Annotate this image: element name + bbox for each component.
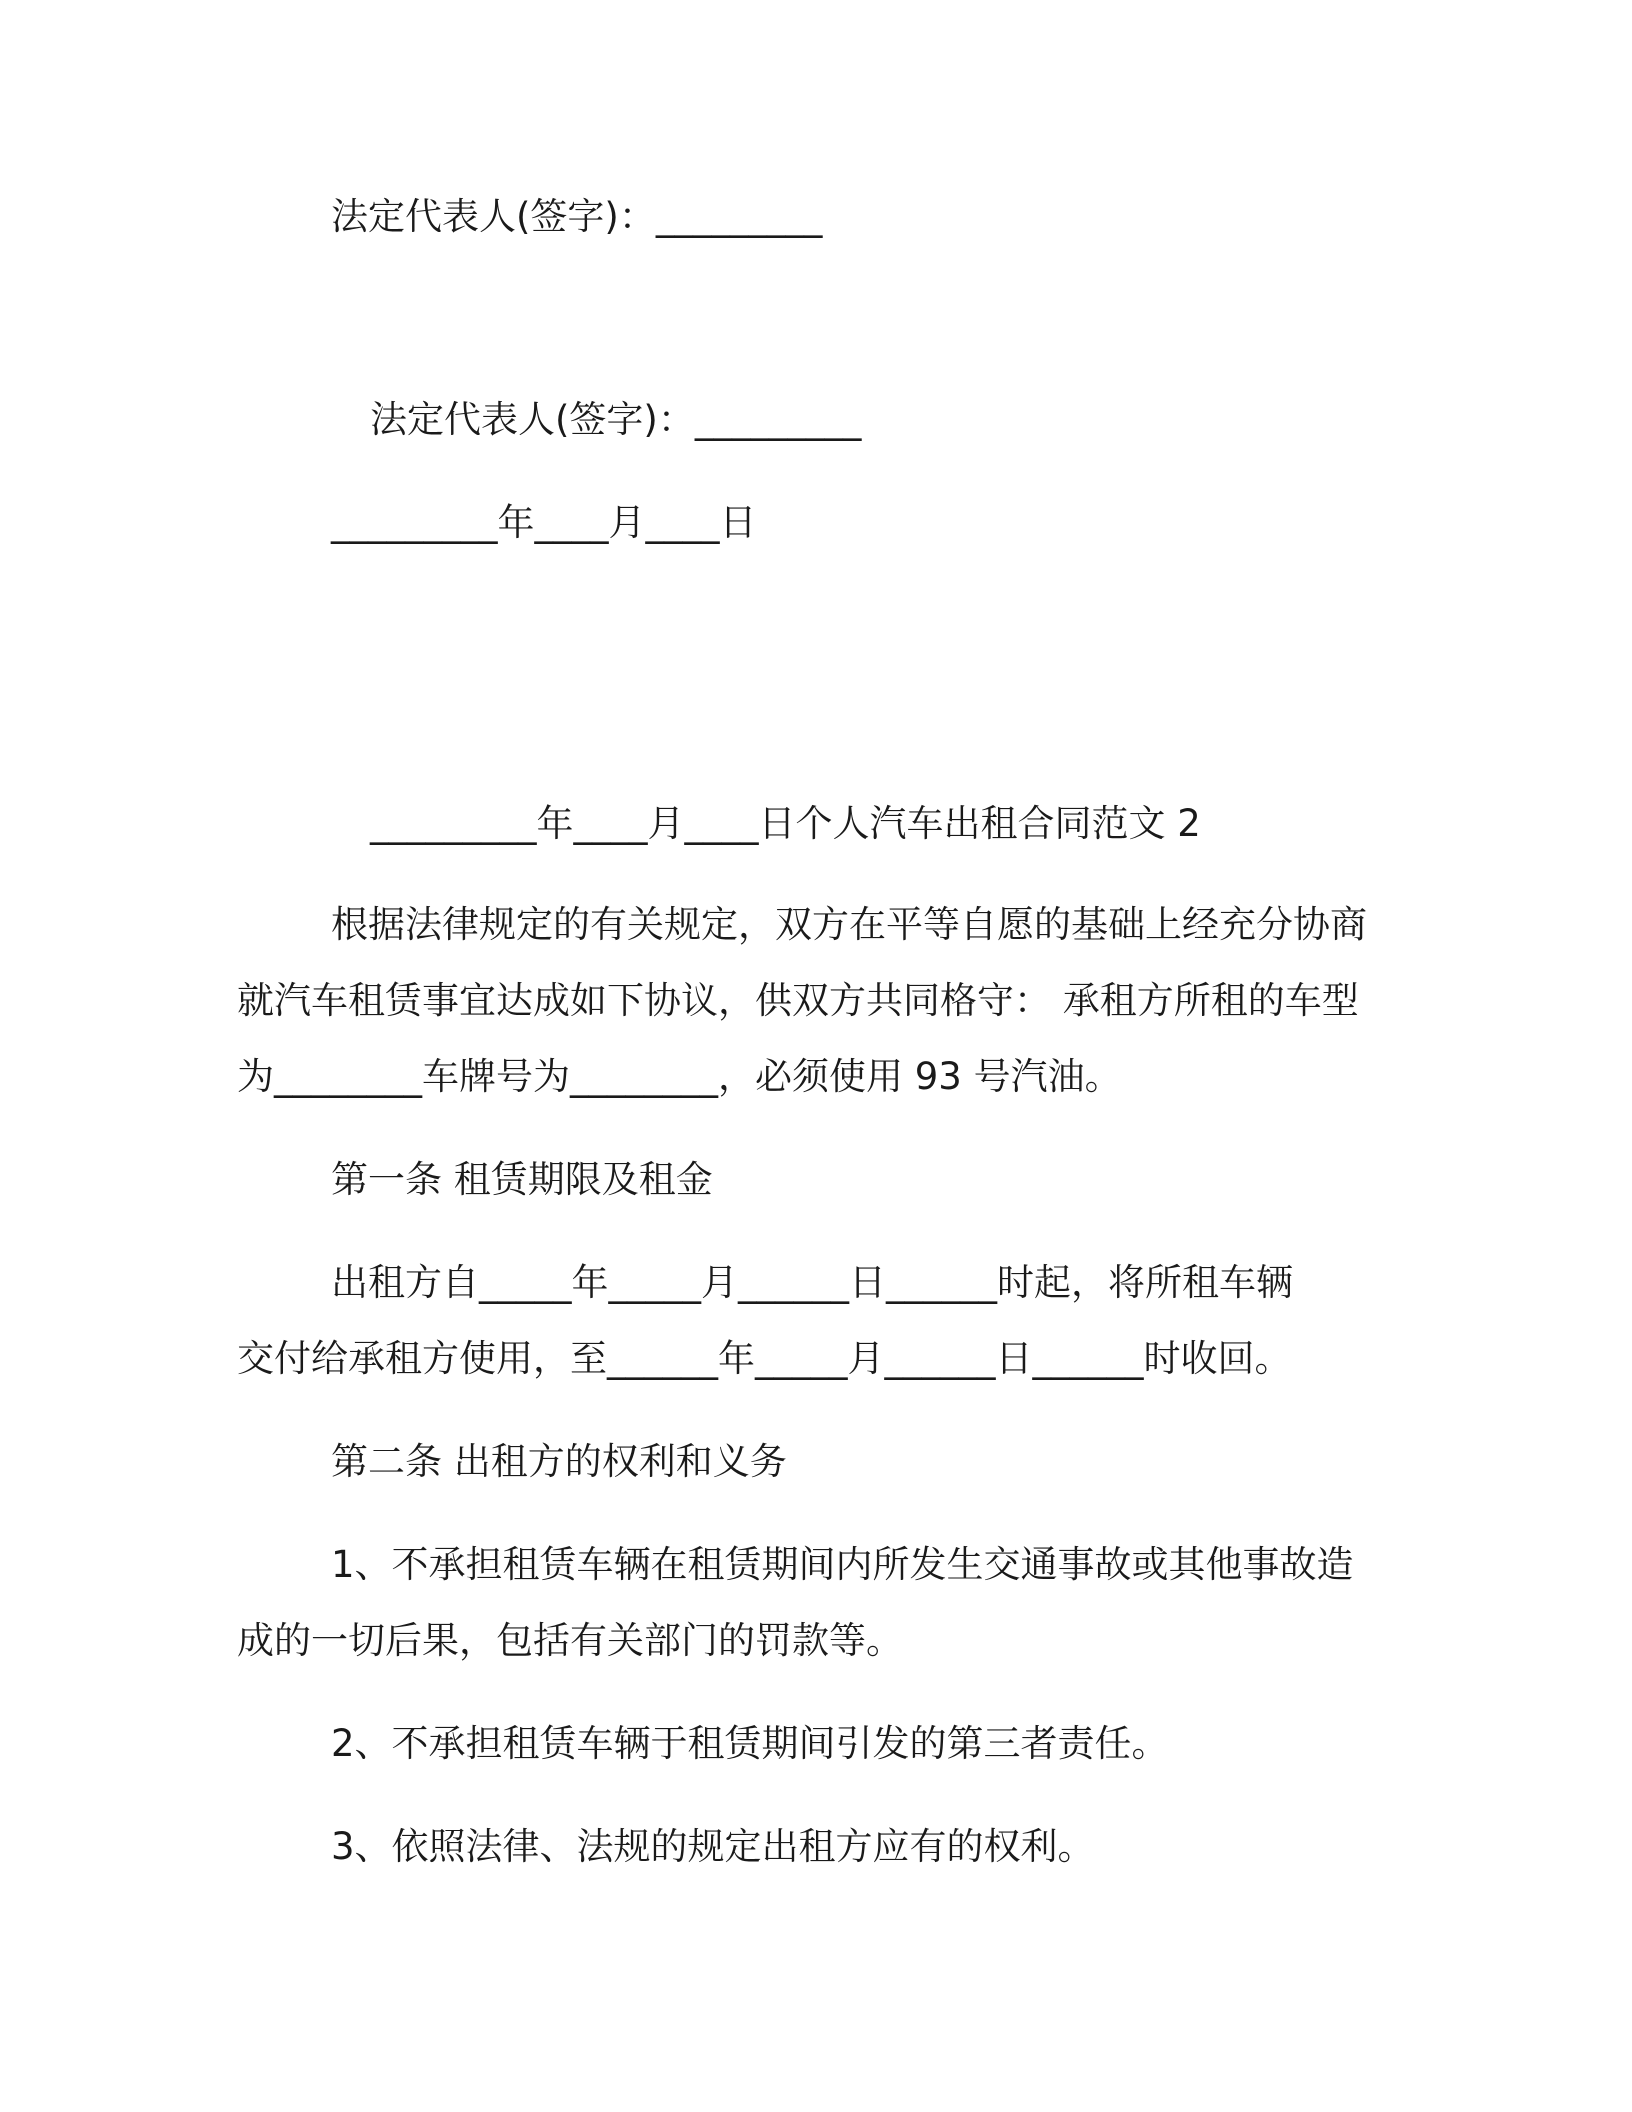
article-1-line-2: 交付给承租方使用，至______年_____月______日______时收回。 [237,1337,1292,1380]
intro-line-2: 就汽车租赁事宜达成如下协议，供双方共同格守： 承租方所租的车型 [237,979,1359,1022]
document-title: _________年____月____日个人汽车出租合同范文 2 [370,802,1201,845]
item-1-line-1: 1、不承担租赁车辆在租赁期间内所发生交通事故或其他事故造 [331,1543,1354,1586]
intro-line-3: 为________车牌号为________，必须使用 93 号汽油。 [237,1055,1122,1098]
intro-line-1: 根据法律规定的有关规定，双方在平等自愿的基础上经充分协商 [331,903,1367,946]
signature-line-1: 法定代表人(签字)：_________ [331,195,823,238]
item-2: 2、不承担租赁车辆于租赁期间引发的第三者责任。 [331,1722,1169,1765]
signature-line-2: 法定代表人(签字)：_________ [370,398,862,441]
article-1-heading: 第一条 租赁期限及租金 [331,1158,713,1201]
item-1-line-2: 成的一切后果，包括有关部门的罚款等。 [237,1619,903,1662]
article-1-line-1: 出租方自_____年_____月______日______时起，将所租车辆 [331,1261,1293,1304]
article-2-heading: 第二条 出租方的权利和义务 [331,1440,787,1483]
date-line: _________年____月____日 [331,501,757,544]
item-3: 3、依照法律、法规的规定出租方应有的权利。 [331,1825,1095,1868]
